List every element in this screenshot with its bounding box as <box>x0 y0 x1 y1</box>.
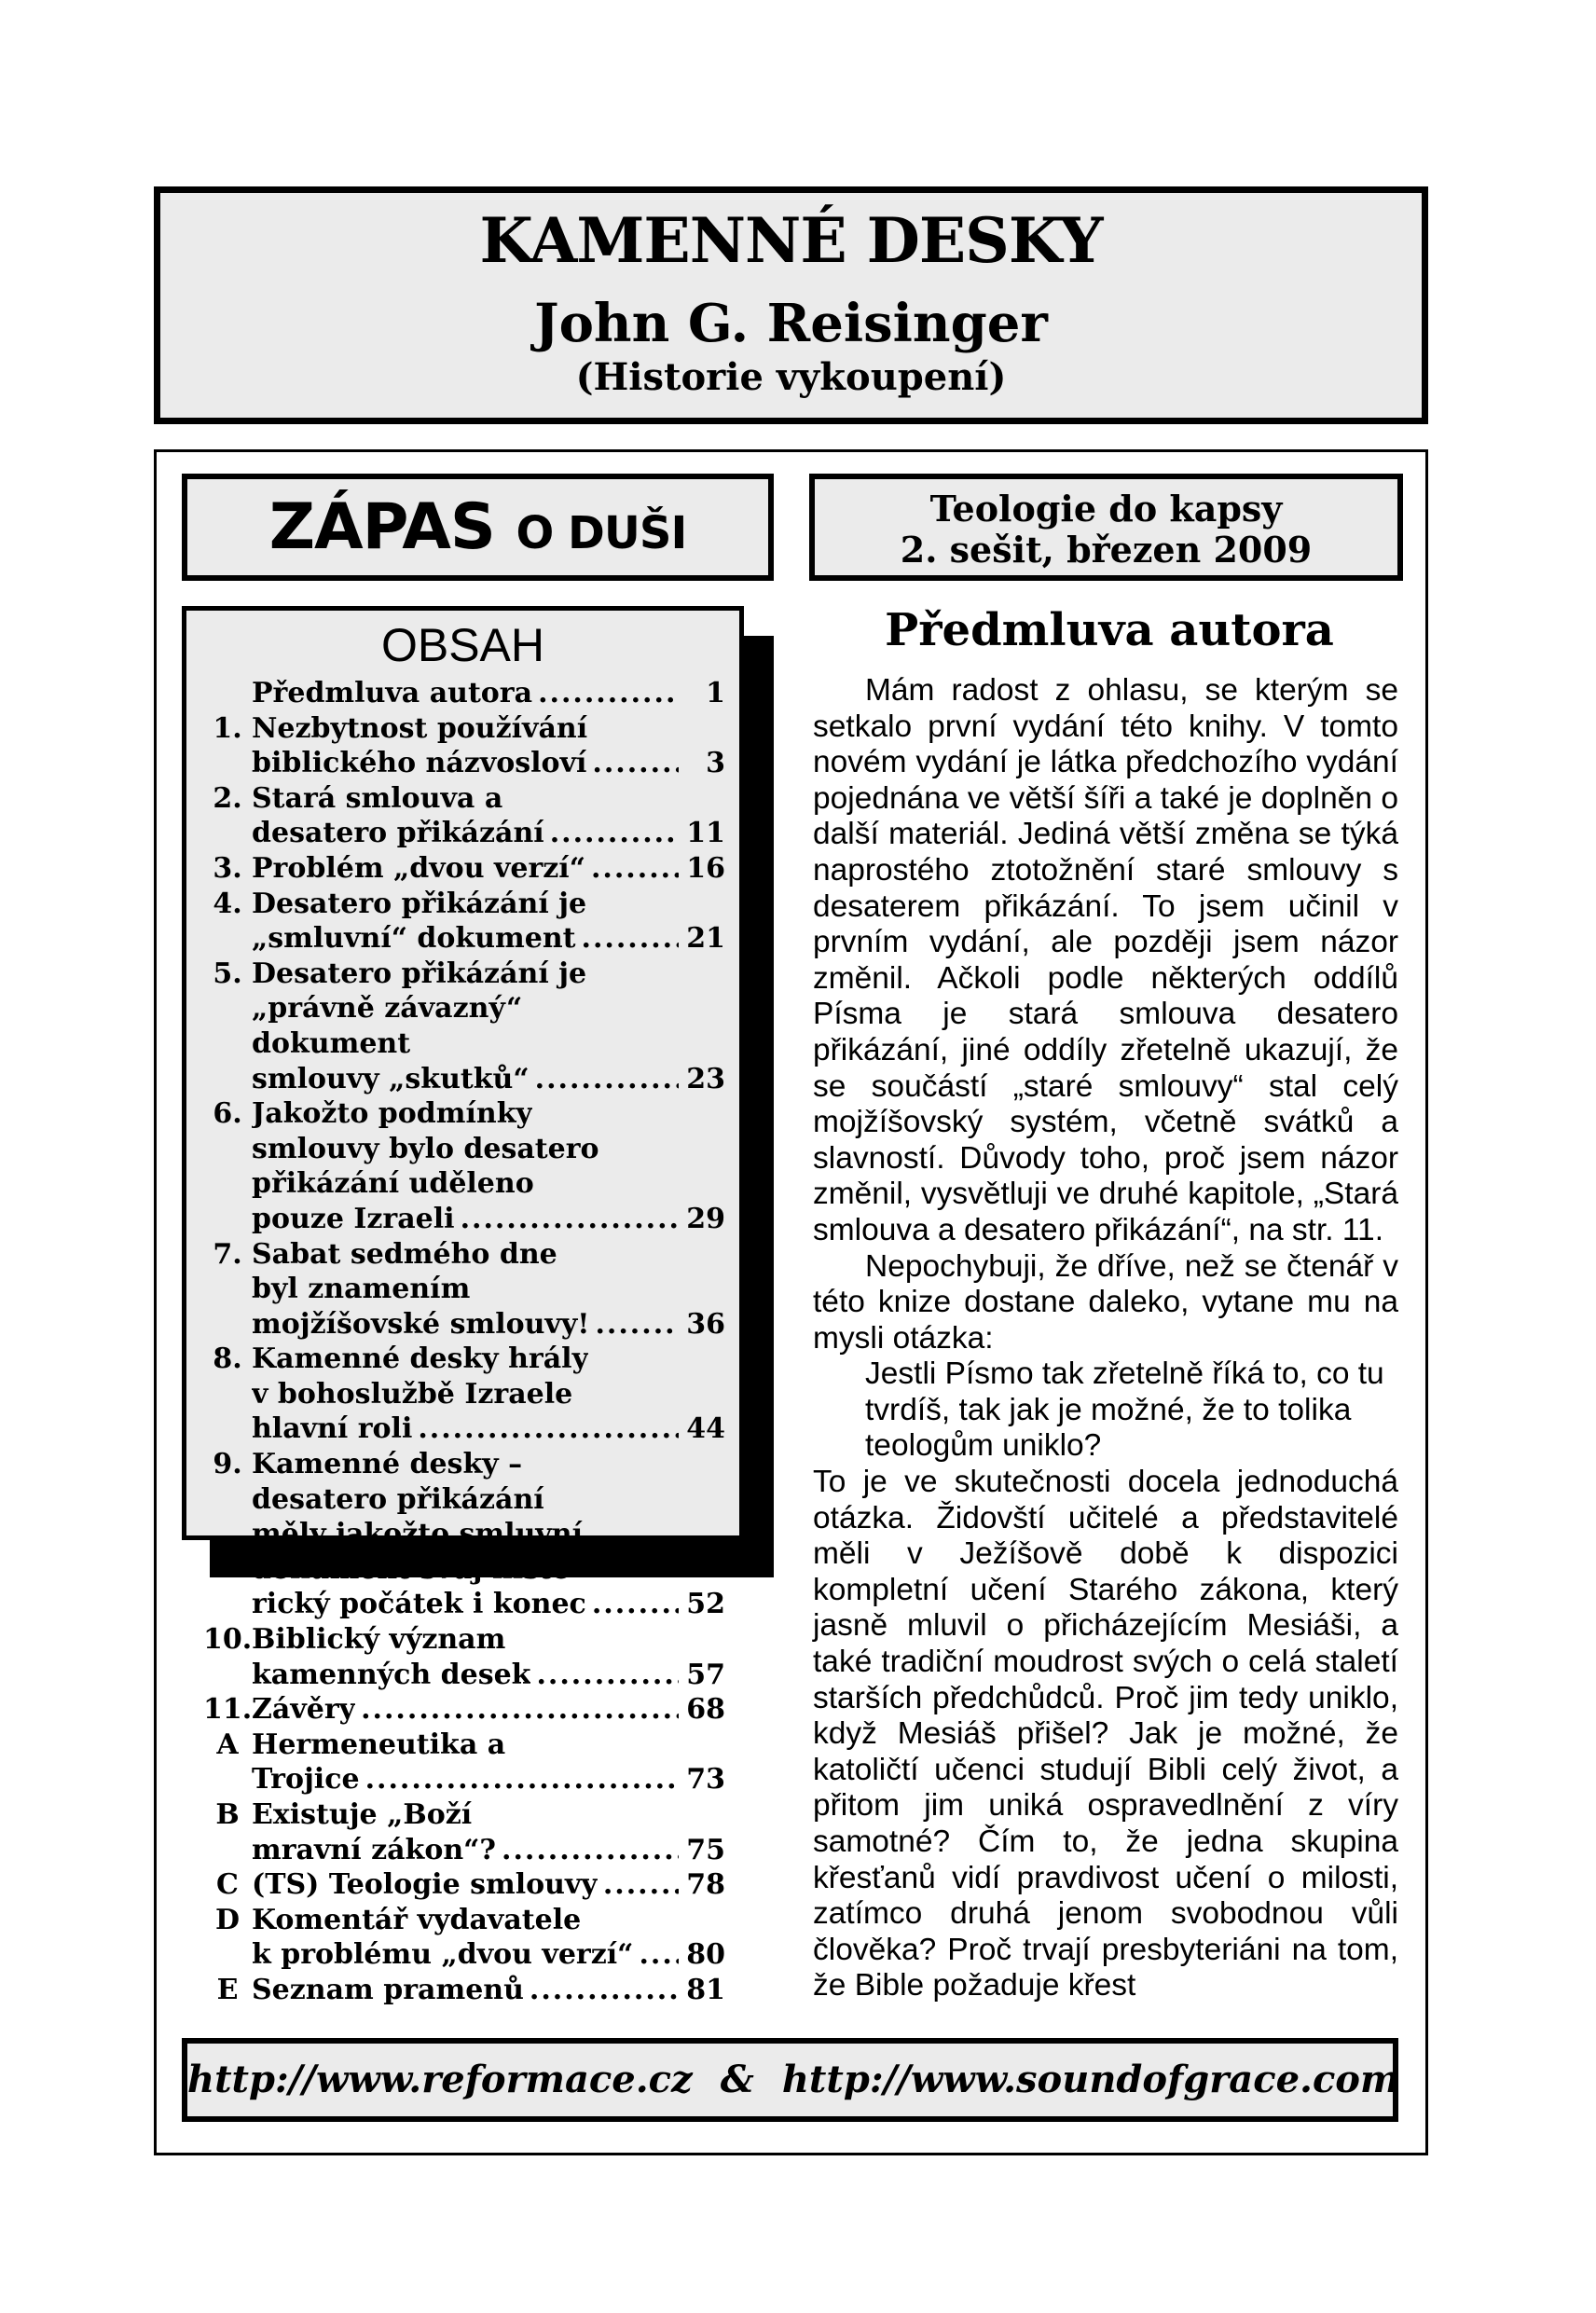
toc-entry-number: 5. <box>213 957 242 990</box>
table-of-contents <box>182 606 744 2006</box>
book-title: KAMENNÉ DESKY <box>479 204 1103 277</box>
toc-entry-page: 1 <box>706 677 725 709</box>
toc-entry <box>203 1867 725 1903</box>
toc-entry <box>203 1762 725 1797</box>
toc-entry-number: E <box>216 1973 239 2006</box>
toc-entry-text: dokument <box>252 1026 411 1060</box>
toc-leader-dots <box>418 1411 679 1447</box>
toc-entry-text: k problému „dvou verzí“ <box>252 1938 634 1972</box>
toc-entry-text: (TS) Teologie smlouvy <box>252 1868 598 1902</box>
header-box <box>154 186 1428 424</box>
toc-entry-page: 68 <box>686 1693 725 1727</box>
toc-entry <box>203 1482 725 1518</box>
toc-entry <box>203 1552 725 1588</box>
toc-entry-page: 29 <box>686 1202 725 1235</box>
toc-entry-number: C <box>216 1868 239 1902</box>
toc-leader-dots <box>592 1587 679 1622</box>
toc-entry-text: mravní zákon“? <box>252 1833 496 1866</box>
toc-entry-text: Desatero přikázání je <box>252 887 587 920</box>
toc-entry <box>203 1166 725 1202</box>
toc-entry-text: Trojice <box>252 1763 360 1797</box>
preface-quote: Jestli Písmo tak zřetelně říká to, co tu tvrdíš, tak jak je možné, že to tolika teologům uniklo? <box>865 1356 1384 1464</box>
toc-leader-dots <box>592 746 679 781</box>
toc-entry <box>203 1517 725 1552</box>
toc-entry-text: Problém „dvou verzí“ <box>252 851 585 885</box>
toc-entry-page: 36 <box>686 1307 725 1341</box>
toc-list <box>203 676 725 2008</box>
toc-entry-number: 1. <box>213 711 242 745</box>
link-soundofgrace[interactable]: http://www.soundofgrace.com <box>781 2058 1400 2101</box>
toc-entry-text: Hermeneutika a <box>252 1728 506 1761</box>
toc-entry-text: měly jakožto smluvní <box>252 1518 584 1551</box>
toc-entry-number: 2. <box>213 781 242 815</box>
toc-entry <box>203 1903 725 1938</box>
toc-entry-number: 8. <box>213 1342 242 1376</box>
toc-entry <box>203 991 725 1026</box>
toc-entry-page: 78 <box>686 1868 725 1902</box>
toc-entry <box>203 1062 725 1097</box>
toc-entry-text: „právně závazný“ <box>252 992 523 1026</box>
toc-entry-text: desatero přikázání <box>252 817 544 850</box>
toc-entry-text: Kamenné desky – <box>252 1448 523 1481</box>
toc-entry-text: Závěry <box>252 1693 356 1727</box>
toc-entry-page: 23 <box>686 1062 725 1095</box>
toc-entry-text: biblického názvosloví <box>252 747 587 780</box>
toc-leader-dots <box>530 1973 679 2008</box>
toc-entry-text: Kamenné desky hrály <box>252 1342 588 1376</box>
toc-leader-dots <box>603 1867 679 1903</box>
toc-entry-text: dokument svůj histo- <box>252 1552 583 1586</box>
toc-leader-dots <box>361 1692 679 1728</box>
toc-entry-text: Desatero přikázání je <box>252 957 587 990</box>
author-name: John G. Reisinger <box>534 293 1048 354</box>
toc-entry-text: Existuje „Boží <box>252 1798 473 1831</box>
toc-entry-number: D <box>214 1903 240 1936</box>
preface-paragraph-2: Nepochybuji, že dříve, než se čtenář v této knize dostane daleko, vytane mu na mysli otázka: <box>813 1248 1398 1356</box>
toc-entry-text: hlavní roli <box>252 1412 413 1446</box>
toc-entry <box>203 1833 725 1868</box>
toc-entry-page: 44 <box>686 1412 725 1446</box>
toc-entry-number: B <box>215 1798 240 1831</box>
toc-entry <box>203 781 725 817</box>
toc-entry-text: desatero přikázání <box>252 1482 544 1516</box>
toc-entry-text: byl znamením <box>252 1273 471 1306</box>
footer-links <box>182 2038 1398 2122</box>
preface-paragraph-3: To je ve skutečnosti docela jednoduchá otázka. Židovští učitelé a představitelé měli v Ježíšově době k dispozici kompletní učení Starého zákona, který jasně mluvil o přicházejícím Mesiáši, a také tradiční moudrost svých o celá staletí starších předchůdců. Proč jim tedy uniklo, když Mesiáš přišel? Jak je možné, že katoličtí učenci studují Bibli celý život, a přitom jim uniká ospravedlnění z víry samotné? Čím to, že jedna skupina křesťanů vidí pravdivost učení o milosti, zatímco druhá jenom svobodnou vůli člověka? Proč trvají presbyteriáni na tom, že Bible požaduje křest <box>813 1465 1398 2003</box>
toc-entry-page: 57 <box>686 1658 725 1691</box>
toc-entry-page: 3 <box>706 747 725 780</box>
toc-entry <box>203 1237 725 1273</box>
toc-entry <box>203 1692 725 1728</box>
toc-entry-number: 7. <box>213 1237 242 1271</box>
toc-entry <box>203 1272 725 1307</box>
issue-title <box>187 490 768 564</box>
issue-title-main: ZÁPAS <box>268 490 495 564</box>
toc-entry <box>203 1447 725 1482</box>
toc-heading: OBSAH <box>380 619 545 671</box>
toc-entry <box>203 1658 725 1693</box>
toc-entry <box>203 746 725 781</box>
book-subtitle: (Historie vykoupení) <box>575 355 1007 399</box>
toc-leader-dots <box>535 1062 679 1097</box>
toc-entry <box>203 711 725 747</box>
toc-entry-number: 3. <box>213 851 242 885</box>
toc-entry-number: 6. <box>213 1097 242 1131</box>
toc-entry <box>203 851 725 887</box>
toc-entry-text: smlouvy bylo desatero <box>252 1132 599 1165</box>
toc-leader-dots <box>365 1762 679 1797</box>
toc-entry-number: 11. <box>203 1693 253 1727</box>
toc-entry-text: Komentář vydavatele <box>252 1903 582 1936</box>
toc-entry <box>203 676 725 711</box>
toc-entry-text: pouze Izraeli <box>252 1202 455 1235</box>
toc-entry <box>203 1411 725 1447</box>
toc-entry-text: Seznam pramenů <box>252 1973 524 2006</box>
toc-leader-dots <box>582 921 679 957</box>
issue-title-small: O DUŠI <box>516 507 687 559</box>
toc-entry-text: Biblický význam <box>252 1623 506 1657</box>
preface-title: Předmluva autora <box>885 604 1334 656</box>
toc-entry <box>203 1132 725 1167</box>
toc-entry-page: 73 <box>686 1763 725 1797</box>
link-reformace[interactable]: http://www.reformace.cz <box>187 2058 693 2101</box>
toc-leader-dots <box>591 851 679 887</box>
toc-leader-dots <box>595 1307 679 1342</box>
toc-entry <box>203 887 725 922</box>
toc-entry-text: Nezbytnost používání <box>252 711 588 745</box>
toc-entry <box>203 1728 725 1763</box>
toc-leader-dots <box>536 1658 679 1693</box>
toc-leader-dots <box>550 816 679 851</box>
toc-entry <box>203 1096 725 1132</box>
toc-entry <box>203 1307 725 1342</box>
toc-entry-page: 75 <box>686 1833 725 1866</box>
toc-entry <box>203 957 725 992</box>
toc-entry-text: kamenných desek <box>252 1658 531 1691</box>
toc-entry-number: A <box>216 1728 239 1761</box>
series-issue: 2. sešit, březen 2009 <box>900 529 1313 571</box>
toc-entry-text: Sabat sedmého dne <box>252 1237 557 1271</box>
toc-entry-page: 80 <box>686 1938 725 1972</box>
toc-entry <box>203 1587 725 1622</box>
toc-leader-dots <box>461 1202 679 1237</box>
toc-entry-text: rický počátek i konec <box>252 1588 586 1621</box>
toc-entry <box>203 1622 725 1658</box>
toc-entry-number: 9. <box>213 1448 242 1481</box>
toc-entry <box>203 921 725 957</box>
toc-entry <box>203 1937 725 1973</box>
toc-entry <box>203 1797 725 1833</box>
toc-entry-number: 4. <box>213 887 242 920</box>
toc-entry-page: 21 <box>686 922 725 956</box>
toc-leader-dots <box>639 1937 679 1973</box>
toc-entry-text: přikázání uděleno <box>252 1167 534 1201</box>
toc-entry <box>203 1342 725 1377</box>
toc-entry <box>203 816 725 851</box>
toc-entry <box>203 1202 725 1237</box>
toc-entry-text: v bohoslužbě Izraele <box>252 1377 573 1411</box>
toc-entry-number: 10. <box>203 1623 253 1657</box>
footer-ampersand: & <box>720 2058 754 2101</box>
toc-entry-page: 52 <box>686 1588 725 1621</box>
toc-entry-text: Stará smlouva a <box>252 781 503 815</box>
preface-paragraph-1: Mám radost z ohlasu, se kterým se setkalo první vydání této knihy. V tomto novém vydání je látka předchozího vydání pojednána ve větší šíři a také je doplněn o další materiál. Jediná větší změna se týká naprostého ztotožnění staré smlouvy s desaterem přikázání. To jsem učinil v prvním vydání, ale později jsem názor změnil. Ačkoli podle některých oddílů Písma je stará smlouva desatero přikázání, jiné oddíly zřetelně ukazují, že se součástí „staré smlouvy“ stal celý mojžíšovský systém, včetně svátků a slavností. Důvody toho, proč jsem názor změnil, vysvětluji ve druhé kapitole, „Stará smlouva a desatero přikázání“, na str. 11. <box>813 673 1398 1247</box>
toc-entry <box>203 1973 725 2008</box>
series-box <box>809 474 1403 581</box>
toc-leader-dots <box>538 676 679 711</box>
toc-leader-dots <box>502 1833 679 1868</box>
toc-entry <box>203 1377 725 1412</box>
toc-entry-text: smlouvy „skutků“ <box>252 1062 530 1095</box>
issue-title-box <box>182 474 774 581</box>
series-name: Teologie do kapsy <box>929 488 1283 530</box>
toc-entry-text: Jakožto podmínky <box>252 1097 532 1131</box>
toc-entry <box>203 1026 725 1062</box>
toc-entry-page: 81 <box>686 1973 725 2006</box>
toc-entry-text: Předmluva autora <box>252 677 533 709</box>
toc-entry-text: mojžíšovské smlouvy! <box>252 1307 590 1341</box>
toc-entry-page: 11 <box>686 817 725 850</box>
preface-body <box>813 673 1398 2004</box>
toc-entry-page: 16 <box>686 851 725 885</box>
toc-entry-text: „smluvní“ dokument <box>252 922 576 956</box>
